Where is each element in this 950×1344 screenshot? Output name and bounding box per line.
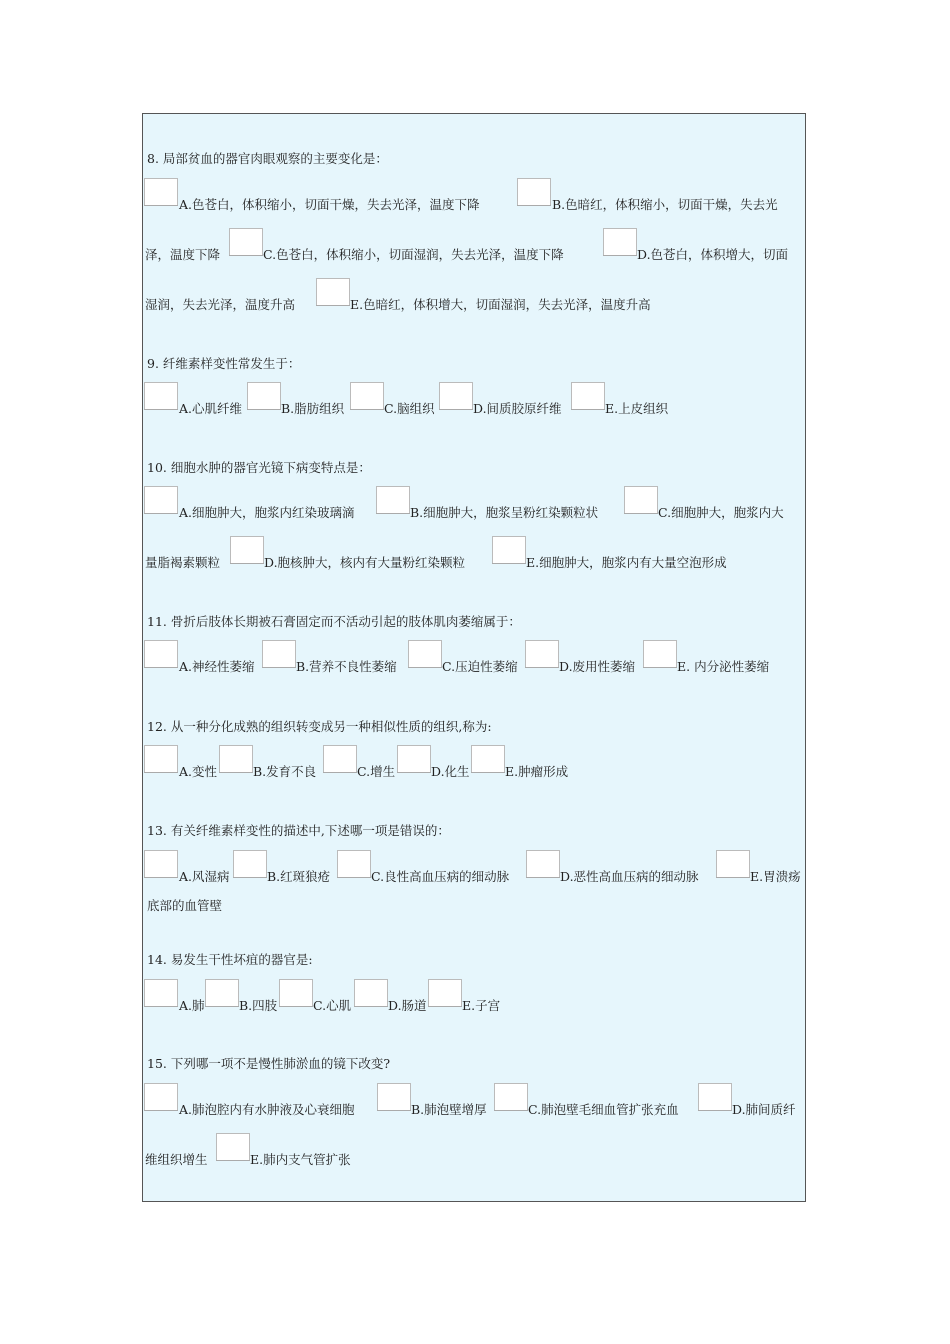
answer-box-8e[interactable] <box>316 278 350 306</box>
option-9c-label: C.脑组织 <box>384 401 435 416</box>
answer-box-15d[interactable] <box>698 1083 732 1111</box>
checkbox-baseline <box>230 563 264 564</box>
answer-box-11c[interactable] <box>408 640 442 668</box>
checkbox-baseline <box>376 513 410 514</box>
answer-box-14c[interactable] <box>279 979 313 1007</box>
checkbox-baseline <box>229 255 263 256</box>
answer-box-15a[interactable] <box>144 1083 178 1111</box>
answer-box-12d[interactable] <box>397 745 431 773</box>
option-11a-label: A.神经性萎缩 <box>179 659 255 674</box>
option-9a-label: A.心肌纤维 <box>179 401 243 416</box>
answer-box-15b[interactable] <box>377 1083 411 1111</box>
checkbox-baseline <box>354 1006 388 1007</box>
answer-box-9c[interactable] <box>350 382 384 410</box>
option-9b-label: B.脂肪组织 <box>281 401 345 416</box>
option-12e-label: E.肿瘤形成 <box>505 764 569 779</box>
option-10e-label: E.细胞肿大，胞浆内有大量空泡形成 <box>526 555 727 570</box>
answer-box-9d[interactable] <box>439 382 473 410</box>
checkbox-baseline <box>428 1006 462 1007</box>
answer-box-8c[interactable] <box>229 228 263 256</box>
checkbox-baseline <box>643 667 677 668</box>
checkbox-baseline <box>698 1110 732 1111</box>
question-8-options-line-1 <box>143 178 805 212</box>
checkbox-baseline <box>144 205 178 206</box>
answer-box-15c[interactable] <box>494 1083 528 1111</box>
checkbox-baseline <box>144 409 178 410</box>
checkbox-baseline <box>247 409 281 410</box>
checkbox-baseline <box>439 409 473 410</box>
option-8d-label-cont: 湿润，失去光泽，温度升高 <box>145 297 296 312</box>
question-13-text: 13. 有关纤维素样变性的描述中,下述哪一项是错误的： <box>147 823 450 838</box>
answer-box-14d[interactable] <box>354 979 388 1007</box>
question-10-text: 10. 细胞水肿的器官光镜下病变特点是： <box>147 460 371 475</box>
option-10b-label: B.细胞肿大，胞浆呈粉红染颗粒状 <box>410 505 599 520</box>
option-8e-label: E.色暗红，体积增大，切面湿润，失去光泽，温度升高 <box>350 297 651 312</box>
checkbox-baseline <box>716 877 750 878</box>
checkbox-baseline <box>144 877 178 878</box>
answer-box-12a[interactable] <box>144 745 178 773</box>
answer-box-10b[interactable] <box>376 486 410 514</box>
question-10-options-line-1 <box>143 486 805 520</box>
option-12c-label: C.增生 <box>357 764 396 779</box>
answer-box-12b[interactable] <box>219 745 253 773</box>
answer-box-9b[interactable] <box>247 382 281 410</box>
option-14c-label: C.心肌 <box>313 998 352 1013</box>
question-8-options-line-2 <box>143 228 805 262</box>
option-11c-label: C.压迫性萎缩 <box>442 659 518 674</box>
answer-box-10d[interactable] <box>230 536 264 564</box>
checkbox-baseline <box>517 205 551 206</box>
checkbox-baseline <box>377 1110 411 1111</box>
question-15-text: 15. 下列哪一项不是慢性肺淤血的镜下改变? <box>147 1056 391 1071</box>
checkbox-baseline <box>492 563 526 564</box>
answer-box-8a[interactable] <box>144 178 178 206</box>
option-9d-label: D.间质胶原纤维 <box>473 401 562 416</box>
checkbox-baseline <box>571 409 605 410</box>
question-12-options-line-1 <box>143 745 805 779</box>
checkbox-baseline <box>316 305 350 306</box>
question-11-options-line-1 <box>143 640 805 674</box>
option-14b-label: B.四肢 <box>239 998 278 1013</box>
answer-box-11d[interactable] <box>525 640 559 668</box>
option-15c-label: C.肺泡壁毛细血管扩张充血 <box>528 1102 679 1117</box>
checkbox-baseline <box>144 513 178 514</box>
answer-box-13e[interactable] <box>716 850 750 878</box>
question-14-options-line-1 <box>143 979 805 1013</box>
question-8-text: 8. 局部贫血的器官肉眼观察的主要变化是： <box>147 151 388 166</box>
option-13a-label: A.风湿病 <box>179 869 230 884</box>
option-11e-label: E. 内分泌性萎缩 <box>677 659 770 674</box>
question-9-text: 9. 纤维素样变性常发生于： <box>147 356 301 371</box>
option-8d-label: D.色苍白，体积增大，切面 <box>637 247 789 262</box>
option-10c-label-cont: 量脂褐素颗粒 <box>145 555 221 570</box>
option-12a-label: A.变性 <box>179 764 218 779</box>
answer-box-11a[interactable] <box>144 640 178 668</box>
checkbox-baseline <box>144 1110 178 1111</box>
answer-box-14b[interactable] <box>205 979 239 1007</box>
checkbox-baseline <box>624 513 658 514</box>
answer-box-9e[interactable] <box>571 382 605 410</box>
checkbox-baseline <box>526 877 560 878</box>
checkbox-baseline <box>233 877 267 878</box>
option-15a-label: A.肺泡腔内有水肿液及心衰细胞 <box>179 1102 355 1117</box>
answer-box-14e[interactable] <box>428 979 462 1007</box>
answer-box-11e[interactable] <box>643 640 677 668</box>
checkbox-baseline <box>279 1006 313 1007</box>
question-11-text: 11. 骨折后肢体长期被石膏固定而不活动引起的肢体肌肉萎缩属于： <box>147 614 521 629</box>
checkbox-baseline <box>219 772 253 773</box>
option-11d-label: D.废用性萎缩 <box>559 659 636 674</box>
checkbox-baseline <box>144 1006 178 1007</box>
question-8-options-line-3 <box>143 278 805 312</box>
option-14a-label: A.肺 <box>179 998 205 1013</box>
option-10a-label: A.细胞肿大，胞浆内红染玻璃滴 <box>179 505 355 520</box>
answer-box-14a[interactable] <box>144 979 178 1007</box>
question-13-options-line-1 <box>143 850 805 884</box>
option-13d-label: D.恶性高血压病的细动脉 <box>560 869 699 884</box>
option-13b-label: B.红斑狼疮 <box>267 869 331 884</box>
checkbox-baseline <box>525 667 559 668</box>
option-15e-label: E.肺内支气管扩张 <box>250 1152 351 1167</box>
option-14d-label: D.肠道 <box>388 998 427 1013</box>
checkbox-baseline <box>408 667 442 668</box>
option-10c-label: C.细胞肿大，胞浆内大 <box>658 505 784 520</box>
question-9-options-line-1 <box>143 382 805 416</box>
option-13c-label: C.良性高血压病的细动脉 <box>371 869 510 884</box>
question-15-options-line-1 <box>143 1083 805 1117</box>
checkbox-baseline <box>205 1006 239 1007</box>
answer-box-12c[interactable] <box>323 745 357 773</box>
answer-box-8d[interactable] <box>603 228 637 256</box>
checkbox-baseline <box>144 772 178 773</box>
option-12b-label: B.发育不良 <box>253 764 317 779</box>
answer-box-10e[interactable] <box>492 536 526 564</box>
question-12-text: 12. 从一种分化成熟的组织转变成另一种相似性质的组织,称为: <box>147 719 492 734</box>
answer-box-13d[interactable] <box>526 850 560 878</box>
option-8a-label: A.色苍白，体积缩小，切面干燥，失去光泽，温度下降 <box>179 197 480 212</box>
checkbox-baseline <box>603 255 637 256</box>
answer-box-15e[interactable] <box>216 1133 250 1161</box>
answer-box-10c[interactable] <box>624 486 658 514</box>
question-14-text: 14. 易发生干性坏疽的器官是: <box>147 952 313 967</box>
checkbox-baseline <box>323 772 357 773</box>
answer-box-8b[interactable] <box>517 178 551 206</box>
option-15d-label-cont: 维组织增生 <box>145 1152 208 1167</box>
option-12d-label: D.化生 <box>431 764 470 779</box>
answer-box-13b[interactable] <box>233 850 267 878</box>
option-11b-label: B.营养不良性萎缩 <box>296 659 397 674</box>
checkbox-baseline <box>471 772 505 773</box>
answer-box-13c[interactable] <box>337 850 371 878</box>
question-panel <box>142 113 806 1202</box>
option-8b-label: B.色暗红，体积缩小，切面干燥，失去光 <box>552 197 778 212</box>
checkbox-baseline <box>350 409 384 410</box>
option-10d-label: D.胞核肿大，核内有大量粉红染颗粒 <box>264 555 466 570</box>
answer-box-10a[interactable] <box>144 486 178 514</box>
option-13e-label: E.胃溃疡 <box>750 869 801 884</box>
question-10-options-line-2 <box>143 536 805 570</box>
option-9e-label: E.上皮组织 <box>605 401 669 416</box>
answer-box-9a[interactable] <box>144 382 178 410</box>
checkbox-baseline <box>337 877 371 878</box>
checkbox-baseline <box>494 1110 528 1111</box>
question-15-options-line-2 <box>143 1133 805 1167</box>
answer-box-12e[interactable] <box>471 745 505 773</box>
answer-box-11b[interactable] <box>262 640 296 668</box>
checkbox-baseline <box>397 772 431 773</box>
option-8b-label-cont: 泽，温度下降 <box>145 247 221 262</box>
option-15b-label: B.肺泡壁增厚 <box>411 1102 487 1117</box>
checkbox-baseline <box>144 667 178 668</box>
option-8c-label: C.色苍白，体积缩小，切面湿润，失去光泽，温度下降 <box>263 247 564 262</box>
option-14e-label: E.子宫 <box>462 998 501 1013</box>
option-15d-label: D.肺间质纤 <box>732 1102 796 1117</box>
option-13e-label-cont: 底部的血管壁 <box>147 898 223 913</box>
answer-box-13a[interactable] <box>144 850 178 878</box>
checkbox-baseline <box>262 667 296 668</box>
checkbox-baseline <box>216 1160 250 1161</box>
